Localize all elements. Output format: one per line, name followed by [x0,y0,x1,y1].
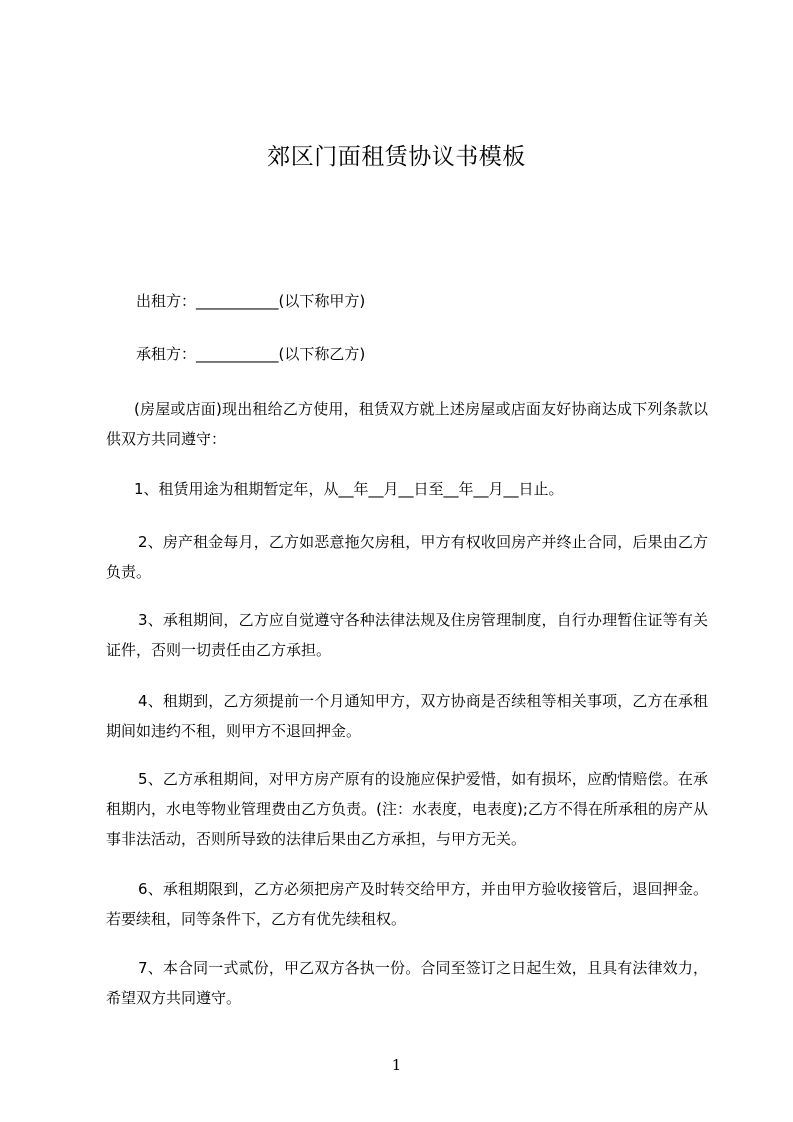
page-number: 1 [391,1056,402,1074]
lessee-blank: ___________ [196,345,279,363]
clause-5: 5、乙方承租期间，对甲方房产原有的设施应保护爱惜，如有损坏，应酌情赔偿。在承租期内，水电等物业管理费由乙方负责。(注：水表度，电表度);乙方不得在所承租的房产从事非法活动，否则所导致的法律后果由乙方承担，与甲方无关。 [106,770,708,848]
intro-paragraph: (房屋或店面)现出租给乙方使用，租赁双方就上述房屋或店面友好协商达成下列条款以供双方共同遵守： [106,400,708,448]
document-title: 郊区门面租赁协议书模板 [267,144,526,170]
clause-7: 7、本合同一式贰份，甲乙双方各执一份。合同至签订之日起生效，且具有法律效力，希望双方共同遵守。 [106,959,708,1007]
clause-3: 3、承租期间，乙方应自觉遵守各种法律法规及住房管理制度，自行办理暂住证等有关证件，否则一切责任由乙方承担。 [106,611,708,659]
clause-2: 2、房产租金每月，乙方如恶意拖欠房租，甲方有权收回房产并终止合同，后果由乙方负责。 [106,533,708,581]
clause-6: 6、承租期限到，乙方必须把房产及时转交给甲方，并由甲方验收接管后，退回押金。若要续租，同等条件下，乙方有优先续租权。 [106,880,708,928]
lessor-label: 出租方： [136,292,197,310]
clause-1: 1、租赁用途为租期暂定年，从__年__月__日至__年__月__日止。 [134,480,564,498]
clause-4: 4、租期到，乙方须提前一个月通知甲方，双方协商是否续租等相关事项，乙方在承租期间如违约不租，则甲方不退回押金。 [106,692,708,740]
lessor-line [106,286,708,316]
lessee-line [106,339,708,369]
lessor-blank: ___________ [196,292,279,310]
lessor-suffix: (以下称甲方) [278,292,366,310]
lessee-label: 承租方： [136,345,197,363]
lessee-suffix: (以下称乙方) [278,345,366,363]
